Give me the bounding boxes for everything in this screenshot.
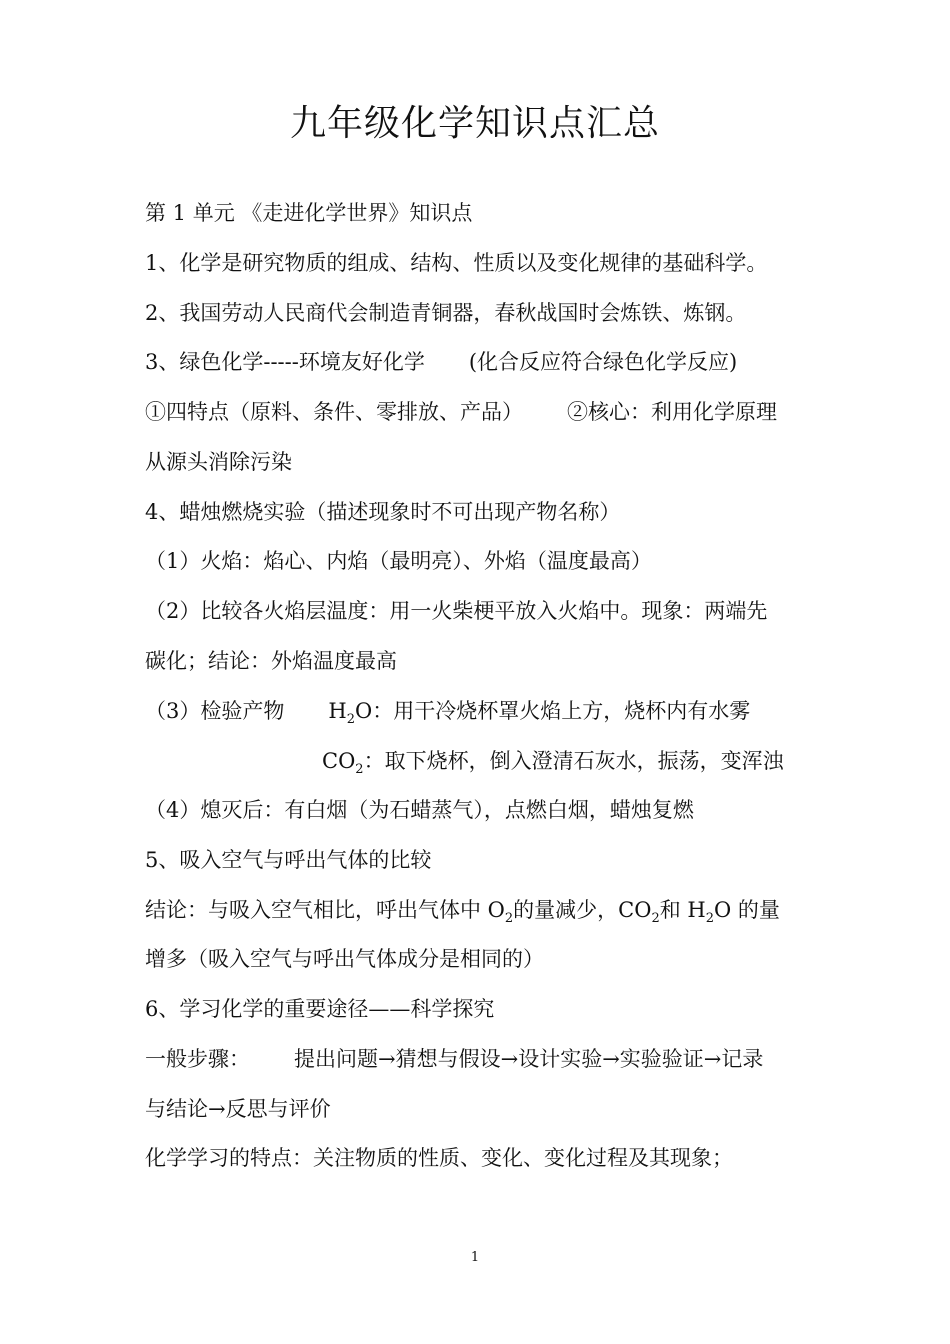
point-5-conclusion-continued: 增多（吸入空气与呼出气体成分是相同的）: [145, 947, 544, 971]
h2o-formula: $H_2$: [328, 699, 355, 727]
co2-formula: $CO_2$: [322, 749, 364, 777]
point-6-feature: 化学学习的特点：关注物质的性质、变化、变化过程及其现象；: [145, 1146, 733, 1170]
point-4: 4、蜡烛燃烧实验（描述现象时不可出现产物名称）: [145, 500, 621, 524]
unit-heading: 第 1 单元 《走进化学世界》知识点: [145, 201, 473, 225]
point-6-steps-continued: 与结论→反思与评价: [145, 1097, 331, 1121]
point-4-2: （2）比较各火焰层温度：用一火柴梗平放入火焰中。现象：两端先: [145, 599, 768, 623]
four-features: ①四特点（原料、条件、零排放、产品）: [145, 400, 523, 424]
steps-text: 提出问题→猜想与假设→设计实验→实验验证→记录: [294, 1047, 764, 1071]
point-3-features: [145, 397, 777, 427]
point-4-3: [145, 696, 750, 726]
point-3: [145, 347, 737, 377]
point-6-steps: [145, 1044, 763, 1074]
point-3-continued: 从源头消除污染: [145, 450, 292, 474]
point-4-3-co2: [322, 746, 784, 776]
point-5-conclusion: 结论：与吸入空气相比，呼出气体中 $O_2$的量减少，$CO_2$和 $H_2O$ 的量: [145, 898, 780, 926]
h2o-test: O：用干冷烧杯罩火焰上方，烧杯内有水雾: [354, 699, 751, 723]
page-number: 1: [470, 1250, 480, 1265]
point-3-note: (化合反应符合绿色化学反应): [468, 350, 738, 374]
co2-test: ：取下烧杯，倒入澄清石灰水，振荡，变浑浊: [363, 749, 784, 773]
point-6: 6、学习化学的重要途径——科学探究: [145, 997, 495, 1021]
point-4-2-continued: 碳化；结论：外焰温度最高: [145, 649, 397, 673]
point-1: 1、化学是研究物质的组成、结构、性质以及变化规律的基础科学。: [145, 251, 768, 275]
point-3-text: 3、绿色化学-----环境友好化学: [145, 350, 425, 374]
point-4-3-label: （3）检验产物: [145, 699, 285, 723]
point-4-4: （4）熄灭后：有白烟（为石蜡蒸气），点燃白烟，蜡烛复燃: [145, 798, 694, 822]
point-5: 5、吸入空气与呼出气体的比较: [145, 848, 432, 872]
core-principle: ②核心：利用化学原理: [567, 400, 777, 424]
point-4-1: （1）火焰：焰心、内焰（最明亮）、外焰（温度最高）: [145, 549, 652, 573]
page-title: 九年级化学知识点汇总: [289, 103, 660, 144]
steps-label: 一般步骤：: [145, 1047, 250, 1071]
point-2: 2、我国劳动人民商代会制造青铜器，春秋战国时会炼铁、炼钢。: [145, 301, 747, 325]
